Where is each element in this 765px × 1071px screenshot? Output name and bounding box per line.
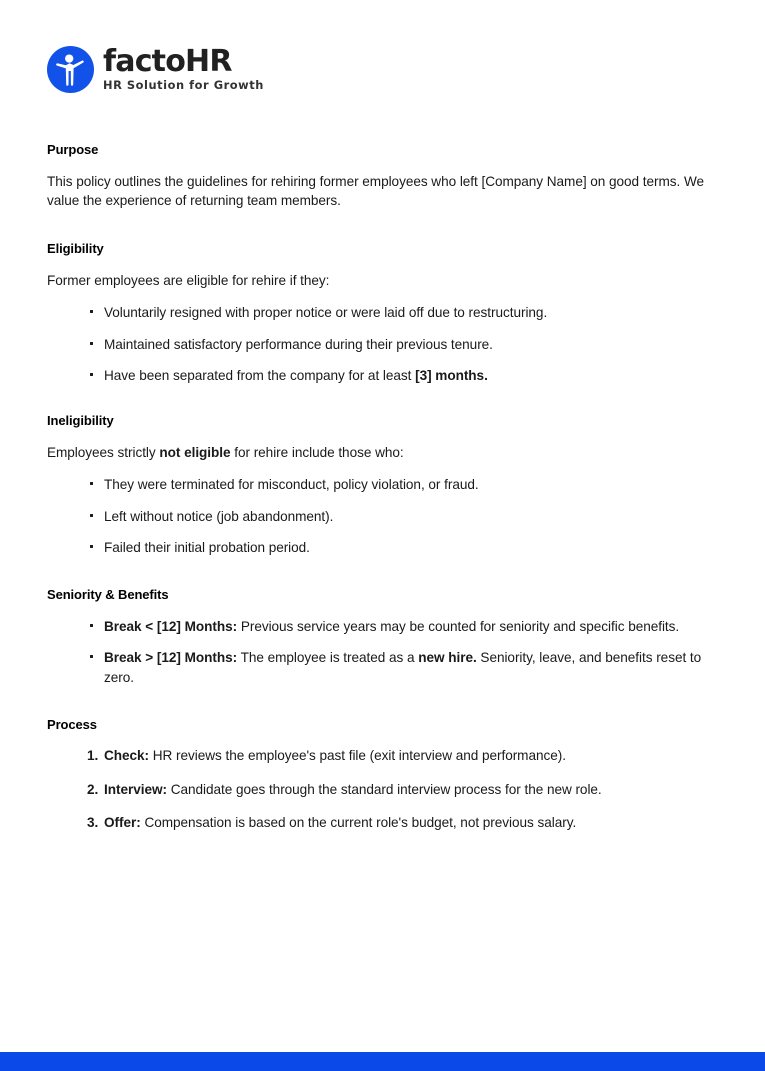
bullet-dot-icon — [90, 514, 93, 517]
brand-tagline: HR Solution for Growth — [103, 78, 264, 93]
ineligibility-paragraph-lead: Employees strictly — [47, 444, 160, 460]
list-item — [47, 303, 723, 322]
bullet-dot-icon — [90, 342, 93, 345]
list-item-text: Failed their initial probation period. — [104, 540, 310, 556]
process-step-list — [47, 746, 723, 832]
list-item-text: Left without notice (job abandonment). — [104, 508, 334, 524]
bullet-dot-icon — [90, 655, 93, 658]
ineligibility-paragraph — [47, 443, 723, 463]
step-label: Offer: — [104, 815, 141, 831]
list-item — [47, 366, 723, 385]
bullet-dot-icon — [90, 482, 93, 485]
eligibility-paragraph: Former employees are eligible for rehire if they: — [47, 272, 330, 288]
list-item — [47, 746, 723, 765]
bullet-dot-icon — [90, 545, 93, 548]
step-number: 3. — [87, 815, 99, 831]
step-label: Interview: — [104, 781, 167, 797]
ineligibility-bullet-list — [47, 475, 723, 557]
seniority-bullet-list — [47, 617, 723, 687]
list-item — [47, 538, 723, 557]
list-item — [47, 507, 723, 526]
list-item — [47, 335, 723, 354]
ineligibility-paragraph-emphasis: not eligible — [159, 444, 231, 460]
list-item — [47, 648, 723, 687]
section-eligibility — [47, 241, 723, 385]
list-item-text: Previous service years may be counted for seniority and specific benefits. — [237, 618, 680, 634]
document-content — [47, 142, 723, 832]
heading-process: Process — [47, 716, 97, 732]
list-item-text-continued: Seniority, leave, and benefits reset to zero. — [104, 650, 702, 685]
heading-purpose: Purpose — [47, 142, 99, 157]
factohr-logo-icon — [47, 46, 94, 93]
ineligibility-paragraph-tail: for rehire include those who: — [230, 444, 404, 460]
section-purpose — [47, 142, 723, 211]
list-item-label: Break < [12] Months: — [104, 618, 238, 634]
bullet-dot-icon — [90, 310, 93, 313]
brand-logo — [47, 43, 264, 93]
step-text: Compensation is based on the current role's budget, not previous salary. — [140, 815, 577, 831]
purpose-paragraph: This policy outlines the guidelines for rehiring former employees who left [Company Name] on good terms. We value the experience of returning team members. — [47, 173, 705, 209]
step-text: Candidate goes through the standard interview process for the new role. — [166, 781, 602, 797]
list-item — [47, 813, 723, 832]
section-seniority-benefits — [47, 587, 723, 686]
brand-wordmark-group — [103, 43, 264, 93]
list-item-emphasis: [3] months. — [415, 367, 488, 383]
section-ineligibility — [47, 413, 723, 557]
list-item — [47, 780, 723, 799]
bullet-dot-icon — [90, 624, 93, 627]
brand-name: factoHR — [103, 43, 232, 79]
bullet-dot-icon — [90, 373, 93, 376]
list-item — [47, 617, 723, 636]
heading-seniority-benefits: Seniority & Benefits — [47, 587, 169, 603]
step-number: 1. — [87, 748, 99, 764]
footer-accent-bar — [0, 1052, 765, 1071]
list-item-text: Have been separated from the company for at least — [104, 367, 416, 383]
step-label: Check: — [104, 748, 150, 764]
heading-eligibility: Eligibility — [47, 241, 104, 256]
list-item-text: Voluntarily resigned with proper notice or were laid off due to restructuring. — [104, 305, 548, 321]
list-item — [47, 475, 723, 494]
step-text: HR reviews the employee's past file (exit interview and performance). — [149, 748, 566, 764]
list-item-text: They were terminated for misconduct, policy violation, or fraud. — [104, 477, 479, 493]
section-process — [47, 717, 723, 832]
heading-ineligibility: Ineligibility — [47, 413, 114, 429]
step-number: 2. — [87, 781, 99, 797]
list-item-text: The employee is treated as a — [237, 650, 419, 666]
list-item-text: Maintained satisfactory performance during their previous tenure. — [104, 336, 493, 352]
list-item-emphasis: new hire. — [418, 650, 477, 666]
list-item-label: Break > [12] Months: — [104, 650, 238, 666]
eligibility-bullet-list — [47, 303, 723, 385]
